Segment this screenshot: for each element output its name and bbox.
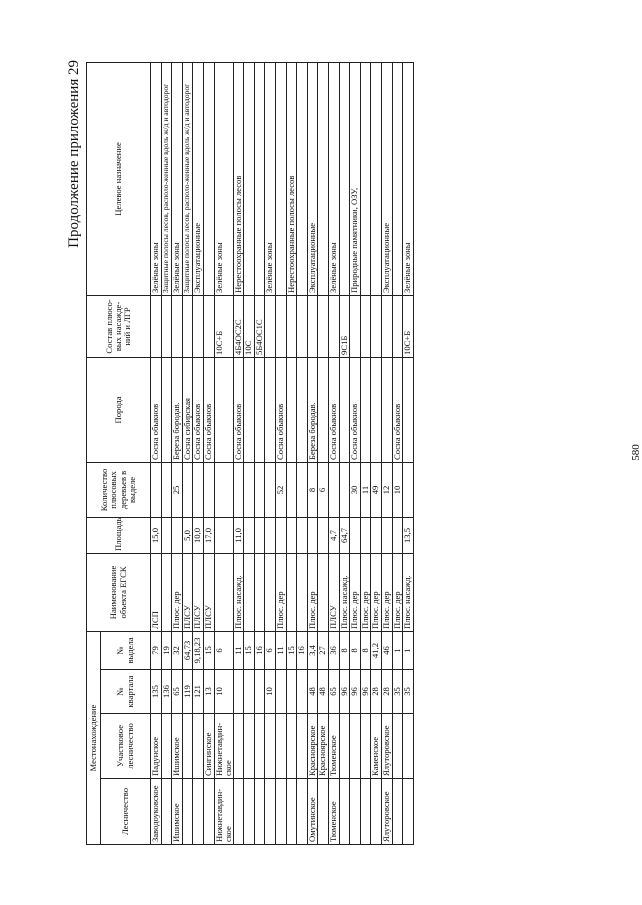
table-row: [254, 62, 265, 844]
cell-composition: 10С: [244, 295, 255, 357]
table-row: [203, 62, 214, 844]
table-row: [297, 62, 308, 844]
cell-plus-trees: [161, 462, 172, 517]
cell-species: [265, 357, 276, 462]
cell-quarter: [233, 670, 244, 714]
cell-district-forestry: Сингинское: [203, 714, 214, 779]
cell-species: Сосна обыкнов: [193, 357, 204, 462]
cell-plot: 36: [328, 631, 339, 669]
cell-area: [392, 517, 403, 553]
cell-district-forestry: [360, 714, 371, 779]
cell-quarter: 96: [339, 670, 350, 714]
cell-forestry: Ялуторовское: [381, 779, 392, 845]
cell-plus-trees: [328, 462, 339, 517]
header-quarter: № квартала: [101, 670, 151, 714]
cell-composition: 9С1Б: [339, 295, 350, 357]
cell-district-forestry: [403, 714, 414, 779]
cell-species: Береза бородав.: [307, 357, 318, 462]
cell-composition: [172, 295, 183, 357]
header-plus-trees: Количество плюсовых деревьев в выделе: [87, 462, 151, 517]
header-object-name: Наименование объекта ЕГСК: [87, 553, 151, 631]
cell-species: [254, 357, 265, 462]
cell-composition: [350, 295, 361, 357]
cell-plot: 8: [339, 631, 350, 669]
cell-object-name: ЛСП: [151, 553, 162, 631]
cell-plot: 15: [203, 631, 214, 669]
cell-object-name: Плюс. насажд.: [233, 553, 244, 631]
cell-quarter: [286, 670, 297, 714]
cell-forestry: [371, 779, 382, 845]
page-title: Продолжение приложения 29: [66, 60, 82, 248]
cell-species: [214, 357, 233, 462]
cell-composition: [151, 295, 162, 357]
cell-purpose: [275, 62, 286, 295]
cell-district-forestry: [244, 714, 255, 779]
cell-purpose: Защитные полосы лесов, располо-женные вдоль ж/д и автодорог: [182, 62, 193, 295]
cell-quarter: 28: [371, 670, 382, 714]
cell-forestry: [254, 779, 265, 845]
cell-forestry: Тюменское: [328, 779, 339, 845]
cell-purpose: Зелёные зоны: [403, 62, 414, 295]
cell-composition: [392, 295, 403, 357]
cell-forestry: [265, 779, 276, 845]
cell-area: 64,7: [339, 517, 350, 553]
cell-plus-trees: [214, 462, 233, 517]
cell-area: [350, 517, 361, 553]
cell-plus-trees: [151, 462, 162, 517]
cell-quarter: 13: [203, 670, 214, 714]
cell-composition: [275, 295, 286, 357]
cell-species: Сосна обыкнов: [350, 357, 361, 462]
cell-purpose: Нерестоохранные полосы лесов: [233, 62, 244, 295]
cell-object-name: ПЛСУ: [328, 553, 339, 631]
cell-species: Сосна сибирская: [182, 357, 193, 462]
cell-forestry: [286, 779, 297, 845]
cell-quarter: 28: [381, 670, 392, 714]
cell-purpose: Зелёные зоны: [214, 62, 233, 295]
cell-purpose: Эксплуатационные: [307, 62, 318, 295]
table-body: [151, 62, 414, 844]
cell-district-forestry: Красноярское: [307, 714, 318, 779]
header-forestry: Лесничество: [101, 779, 151, 845]
cell-district-forestry: Красноярское: [318, 714, 329, 779]
cell-object-name: [265, 553, 276, 631]
cell-species: Сосна обыкнов: [392, 357, 403, 462]
cell-plus-trees: 30: [350, 462, 361, 517]
header-purpose: Целевое назначение: [87, 62, 151, 295]
table-row: [265, 62, 276, 844]
cell-district-forestry: [350, 714, 361, 779]
cell-area: [275, 517, 286, 553]
cell-area: [265, 517, 276, 553]
cell-purpose: Зелёные зоны: [172, 62, 183, 295]
header-plot: № выдела: [101, 631, 151, 669]
cell-area: 4,7: [328, 517, 339, 553]
cell-forestry: [161, 779, 172, 845]
cell-plus-trees: 6: [318, 462, 329, 517]
cell-district-forestry: [275, 714, 286, 779]
cell-area: 5,0: [182, 517, 193, 553]
cell-species: [318, 357, 329, 462]
cell-composition: [286, 295, 297, 357]
cell-species: Сосна обыкнов: [275, 357, 286, 462]
cell-plot: 15: [286, 631, 297, 669]
cell-object-name: Плюс. дер: [350, 553, 361, 631]
table-row: [381, 62, 392, 844]
cell-forestry: Омутинское: [307, 779, 318, 845]
cell-purpose: Зелёные зоны: [151, 62, 162, 295]
cell-object-name: ПЛСУ: [203, 553, 214, 631]
cell-forestry: [244, 779, 255, 845]
cell-object-name: Плюс. насажд.: [403, 553, 414, 631]
cell-quarter: 48: [318, 670, 329, 714]
cell-species: [381, 357, 392, 462]
cell-plus-trees: 25: [172, 462, 183, 517]
header-district-forestry: Участковое лесничество: [101, 714, 151, 779]
cell-plus-trees: 8: [307, 462, 318, 517]
cell-forestry: [193, 779, 204, 845]
cell-district-forestry: [339, 714, 350, 779]
cell-object-name: [254, 553, 265, 631]
cell-area: 13,5: [403, 517, 414, 553]
cell-district-forestry: Каменское: [371, 714, 382, 779]
cell-forestry: [297, 779, 308, 845]
cell-quarter: 10: [265, 670, 276, 714]
cell-quarter: 35: [403, 670, 414, 714]
cell-forestry: [403, 779, 414, 845]
cell-species: [360, 357, 371, 462]
cell-area: 11,0: [233, 517, 244, 553]
cell-purpose: Зелёные зоны: [265, 62, 276, 295]
cell-district-forestry: [233, 714, 244, 779]
cell-composition: [193, 295, 204, 357]
cell-district-forestry: [297, 714, 308, 779]
cell-quarter: 119: [182, 670, 193, 714]
table-row: [328, 62, 339, 844]
cell-purpose: Эксплуатационные: [193, 62, 204, 295]
cell-composition: 4Б4ОС2С: [233, 295, 244, 357]
cell-plus-trees: [403, 462, 414, 517]
table-row: [214, 62, 233, 844]
cell-plot: 3,4: [307, 631, 318, 669]
cell-plot: 9,18,23: [193, 631, 204, 669]
cell-forestry: [182, 779, 193, 845]
cell-plot: 1: [392, 631, 403, 669]
cell-purpose: [339, 62, 350, 295]
cell-plot: 6: [265, 631, 276, 669]
table-row: [182, 62, 193, 844]
cell-object-name: Плюс. дер: [381, 553, 392, 631]
table-row: [318, 62, 329, 844]
cell-species: [371, 357, 382, 462]
cell-species: Береза бородав.: [172, 357, 183, 462]
cell-species: Сосна обыкнов: [203, 357, 214, 462]
cell-object-name: [286, 553, 297, 631]
table-row: [392, 62, 403, 844]
cell-object-name: ПЛСУ: [182, 553, 193, 631]
cell-plot: 8: [360, 631, 371, 669]
cell-quarter: [297, 670, 308, 714]
cell-forestry: [339, 779, 350, 845]
cell-purpose: Зелёные зоны: [328, 62, 339, 295]
cell-plus-trees: 12: [381, 462, 392, 517]
cell-plus-trees: [339, 462, 350, 517]
cell-quarter: 48: [307, 670, 318, 714]
cell-quarter: [275, 670, 286, 714]
cell-district-forestry: [265, 714, 276, 779]
table-row: [244, 62, 255, 844]
table-row: [286, 62, 297, 844]
cell-district-forestry: [286, 714, 297, 779]
cell-quarter: 65: [328, 670, 339, 714]
cell-plus-trees: [182, 462, 193, 517]
header-area: Площадь: [87, 517, 151, 553]
cell-composition: 5Б4ОС1С: [254, 295, 265, 357]
header-species: Порода: [87, 357, 151, 462]
cell-object-name: Плюс. насажд.: [339, 553, 350, 631]
cell-forestry: [350, 779, 361, 845]
cell-quarter: 10: [214, 670, 233, 714]
cell-area: [214, 517, 233, 553]
cell-plot: 11: [233, 631, 244, 669]
cell-plot: 46: [381, 631, 392, 669]
cell-district-forestry: [193, 714, 204, 779]
cell-species: Сосна обыкнов: [233, 357, 244, 462]
cell-object-name: [244, 553, 255, 631]
cell-composition: [265, 295, 276, 357]
cell-area: [244, 517, 255, 553]
cell-species: [339, 357, 350, 462]
cell-composition: 10С+Б: [403, 295, 414, 357]
table-row: [233, 62, 244, 844]
cell-object-name: Плюс. дер: [307, 553, 318, 631]
cell-area: [286, 517, 297, 553]
cell-object-name: [297, 553, 308, 631]
cell-quarter: 96: [350, 670, 361, 714]
cell-composition: [381, 295, 392, 357]
cell-purpose: [392, 62, 403, 295]
cell-species: Сосна обыкнов: [328, 357, 339, 462]
cell-plus-trees: [203, 462, 214, 517]
table-row: [172, 62, 183, 844]
table-row: [307, 62, 318, 844]
page-number: 580: [630, 444, 642, 461]
cell-object-name: [161, 553, 172, 631]
cell-composition: [371, 295, 382, 357]
cell-area: [360, 517, 371, 553]
cell-quarter: 121: [193, 670, 204, 714]
cell-plot: 32: [172, 631, 183, 669]
cell-area: [307, 517, 318, 553]
cell-plot: 11: [275, 631, 286, 669]
cell-purpose: Нерестоохранные полосы лесов: [286, 62, 297, 295]
cell-forestry: [203, 779, 214, 845]
cell-purpose: Эксплуатационные: [381, 62, 392, 295]
cell-quarter: [244, 670, 255, 714]
cell-composition: [328, 295, 339, 357]
cell-area: [297, 517, 308, 553]
cell-species: Сосна обыкнов: [151, 357, 162, 462]
cell-district-forestry: [182, 714, 193, 779]
cell-plus-trees: [193, 462, 204, 517]
cell-district-forestry: Тюменское: [328, 714, 339, 779]
cell-plot: 16: [254, 631, 265, 669]
cell-plus-trees: [244, 462, 255, 517]
cell-species: [297, 357, 308, 462]
cell-area: [381, 517, 392, 553]
cell-composition: [318, 295, 329, 357]
cell-purpose: Природные памятники, ОЗУ,: [350, 62, 361, 295]
cell-area: [254, 517, 265, 553]
cell-quarter: 135: [151, 670, 162, 714]
cell-forestry: [318, 779, 329, 845]
cell-plus-trees: [297, 462, 308, 517]
table-row: [339, 62, 350, 844]
table-row: [161, 62, 172, 844]
cell-composition: [203, 295, 214, 357]
cell-plus-trees: [286, 462, 297, 517]
cell-forestry: [233, 779, 244, 845]
cell-district-forestry: Падунское: [151, 714, 162, 779]
cell-plus-trees: [265, 462, 276, 517]
cell-object-name: Плюс. дер: [275, 553, 286, 631]
cell-purpose: Защитные полосы лесов, располо-женные вдоль ж/д и автодорог: [161, 62, 172, 295]
cell-plot: 19: [161, 631, 172, 669]
table-row: [403, 62, 414, 844]
table-row: [193, 62, 204, 844]
cell-quarter: 136: [161, 670, 172, 714]
cell-species: [403, 357, 414, 462]
header-composition: Состав плюсо-вых насажде-ний и ЛГР: [87, 295, 151, 357]
cell-quarter: 96: [360, 670, 371, 714]
cell-plus-trees: 52: [275, 462, 286, 517]
cell-forestry: [360, 779, 371, 845]
cell-composition: [307, 295, 318, 357]
cell-plot: 1: [403, 631, 414, 669]
cell-quarter: [254, 670, 265, 714]
table-row: [371, 62, 382, 844]
cell-area: 10,0: [193, 517, 204, 553]
cell-composition: [297, 295, 308, 357]
table-row: [151, 62, 162, 844]
cell-purpose: [297, 62, 308, 295]
cell-plus-trees: 11: [360, 462, 371, 517]
cell-object-name: [214, 553, 233, 631]
cell-forestry: Ишимское: [172, 779, 183, 845]
cell-plot: 64,73: [182, 631, 193, 669]
cell-species: [286, 357, 297, 462]
cell-plot: 16: [297, 631, 308, 669]
cell-plot: 15: [244, 631, 255, 669]
cell-forestry: [392, 779, 403, 845]
cell-species: [244, 357, 255, 462]
table-row: [360, 62, 371, 844]
cell-area: 17,0: [203, 517, 214, 553]
cell-composition: [360, 295, 371, 357]
cell-object-name: ПЛСУ: [193, 553, 204, 631]
cell-object-name: Плюс. дер: [172, 553, 183, 631]
cell-plus-trees: [233, 462, 244, 517]
cell-quarter: 65: [172, 670, 183, 714]
table-row: [275, 62, 286, 844]
cell-area: 15,0: [151, 517, 162, 553]
cell-district-forestry: Нижнетавдин-ское: [214, 714, 233, 779]
cell-object-name: [318, 553, 329, 631]
cell-composition: [182, 295, 193, 357]
cell-purpose: [318, 62, 329, 295]
cell-plot: 6: [214, 631, 233, 669]
cell-area: [318, 517, 329, 553]
cell-plot: 79: [151, 631, 162, 669]
cell-object-name: Плюс. дер: [360, 553, 371, 631]
cell-composition: 10С+Б: [214, 295, 233, 357]
cell-forestry: Заводоуковское: [151, 779, 162, 845]
cell-purpose: [244, 62, 255, 295]
cell-plot: 41,2: [371, 631, 382, 669]
cell-district-forestry: [392, 714, 403, 779]
header-location: Местонахождение: [87, 631, 101, 844]
cell-plus-trees: 49: [371, 462, 382, 517]
cell-species: [161, 357, 172, 462]
cell-purpose: [371, 62, 382, 295]
cell-forestry: Нижнетавдин-ское: [214, 779, 233, 845]
cell-composition: [161, 295, 172, 357]
cell-area: [161, 517, 172, 553]
cell-object-name: Плюс. дер: [371, 553, 382, 631]
cell-purpose: [254, 62, 265, 295]
table-row: [350, 62, 361, 844]
cell-plus-trees: 10: [392, 462, 403, 517]
cell-area: [172, 517, 183, 553]
cell-district-forestry: Ялуторовское: [381, 714, 392, 779]
cell-district-forestry: [254, 714, 265, 779]
cell-district-forestry: Ишимское: [172, 714, 183, 779]
cell-plus-trees: [254, 462, 265, 517]
cell-object-name: Плюс. дер: [392, 553, 403, 631]
cell-purpose: [360, 62, 371, 295]
cell-plot: 8: [350, 631, 361, 669]
cell-quarter: 35: [392, 670, 403, 714]
cell-district-forestry: [161, 714, 172, 779]
cell-forestry: [275, 779, 286, 845]
cell-purpose: [203, 62, 214, 295]
cell-area: [371, 517, 382, 553]
plus-trees-table: [86, 62, 414, 845]
cell-plot: 27: [318, 631, 329, 669]
